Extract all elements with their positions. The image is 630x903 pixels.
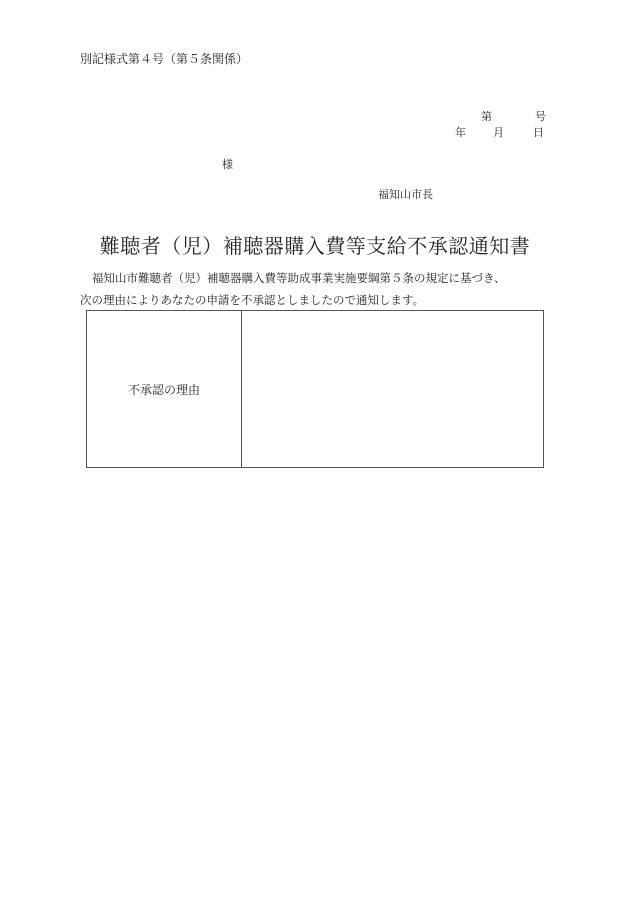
issuer-name: 福知山市長 [378, 188, 433, 201]
recipient-honorific: 様 [222, 158, 233, 171]
form-number: 別記様式第４号（第５条関係） [80, 52, 249, 66]
document-title: 難聴者（児）補聴器購入費等支給不承認通知書 [99, 234, 531, 258]
reason-table [86, 310, 544, 468]
reason-row [87, 311, 544, 468]
reason-value-cell [242, 311, 544, 468]
body-text-line-2: 次の理由によりあなたの申請を不承認としましたので通知します。 [80, 293, 425, 307]
reason-label-cell: 不承認の理由 [87, 311, 242, 468]
body-text-line-1: 福知山市難聴者（児）補聴器購入費等助成事業実施要綱第５条の規定に基づき、 [92, 271, 506, 285]
date-day-label: 日 [533, 126, 544, 139]
date-month-label: 月 [493, 126, 504, 139]
date-year-label: 年 [455, 126, 466, 139]
reference-number-suffix: 号 [535, 110, 546, 123]
reference-number-prefix: 第 [481, 110, 492, 123]
